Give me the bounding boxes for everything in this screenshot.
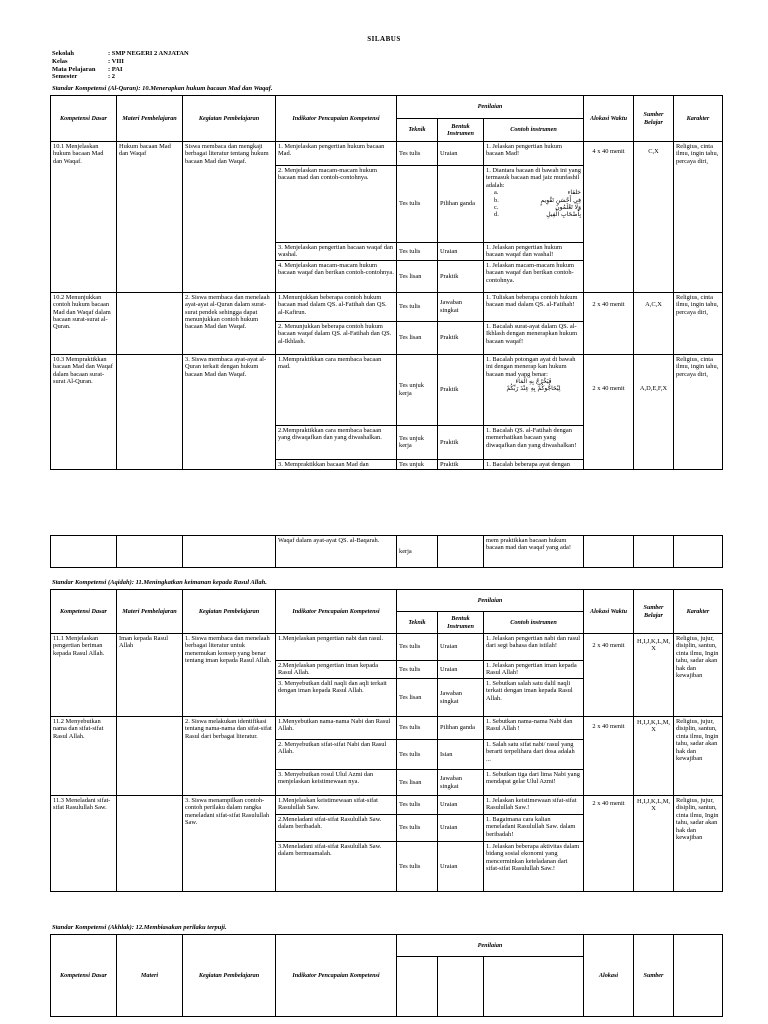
- header-contoh: Contoh instrumen: [484, 612, 584, 634]
- bentuk-cell: Pilihan ganda: [438, 717, 484, 740]
- alokasi-cell: 2 x 40 menit: [584, 354, 634, 469]
- materi-cell: Hukum bacaan Mad dan Waqaf: [117, 142, 183, 293]
- contoh-cell: 1. Jelaskan macam-macam hukum bacaan waqaf dan berikan contoh-contohnya.: [484, 260, 584, 292]
- indikator-cell: 4. Menjelaskan macam-macam hukum bacaan waqaf dan berikan contoh-contohnya.: [276, 260, 397, 292]
- document-title: SILABUS: [367, 35, 401, 43]
- meta-value: : VIII: [108, 57, 124, 65]
- teknik-cell: Tes tulis: [397, 796, 438, 815]
- standard-competency-3: Standar Kompetensi (Akhlak): 12.Membiasakan perilaku terpuji.: [52, 924, 227, 931]
- bentuk-cell: Praktik: [438, 459, 484, 469]
- materi-cell: [117, 796, 183, 892]
- question-text: 1. Diantara bacaan di bawah ini yang termasuk bacaan mad jaiz munfashil adalah:: [486, 167, 581, 189]
- contoh-cell: 1. Bacalah beberapa ayat dengan: [484, 459, 584, 469]
- indikator-cell: 1.Menyebutkan nama-nama Nabi dan Rasul Allah.: [276, 717, 397, 740]
- contoh-cell: 1. Bacalah surat-ayat dalam QS. al-Ikhlash dengan menerapkan hukum bacaan waqaf!: [484, 321, 584, 354]
- header-kd: Kompetensi Dasar: [51, 935, 117, 1017]
- bentuk-cell: Uraian: [438, 634, 484, 661]
- teknik-cell: Tes tulis: [397, 166, 438, 243]
- header-karakter: Karakter: [674, 590, 723, 634]
- header-kd: Kompetensi Dasar: [51, 96, 117, 142]
- indikator-cell: 1.Menunjukkan beberapa contoh hukum bacaan mad dalam QS. al-Fatihah dan QS. al-Kafirun.: [276, 292, 397, 321]
- teknik-cell: Tes unjuk kerja: [397, 354, 438, 425]
- bentuk-cell: Uraian: [438, 243, 484, 261]
- bentuk-cell: Uraian: [438, 842, 484, 892]
- contoh-cell: 1. Bacalah QS. al-Fatihah dengan memerhatikan bacaan yang diwaqafkan dan yang diwashalkan!: [484, 425, 584, 459]
- contoh-cell: 1. Jelaskan pengertian hukum bacaan Mad!: [484, 142, 584, 166]
- indikator-cell: 2. Menunjukkan beberapa contoh hukum bacaan waqaf dalam QS. al-Fatihah dan QS. al-Ikhlash.: [276, 321, 397, 354]
- sumber-cell: H,I,J,K,L,M, X: [634, 634, 674, 717]
- alokasi-cell: 4 x 40 menit: [584, 142, 634, 293]
- option-letter: a.: [494, 189, 499, 197]
- contoh-cell: 1. Jelaskan pengertian hukum bacaan waqaf dan washal!: [484, 243, 584, 261]
- kd-cell: 11.1 Menjelaskan pengertian beriman kepada Rasul Allah.: [51, 634, 117, 717]
- materi-cell: [117, 717, 183, 796]
- kd-cell: [51, 536, 117, 568]
- materi-cell: [117, 354, 183, 469]
- indikator-cell: 3. Menyebutkan rosul Ulul Azmi dan menjelaskan keistimewaan nya.: [276, 770, 397, 796]
- bentuk-cell: Jawaban singkat: [438, 770, 484, 796]
- indikator-cell: 1.Menjelaskan pengertian nabi dan rasul.: [276, 634, 397, 661]
- kegiatan-cell: 3. Siswa menampilkan contoh-contoh perilaku dalam rangka meneladani sifat-sifat Rasulullah Saw.: [183, 796, 276, 892]
- materi-cell: Iman kepada Rasul Allah: [117, 634, 183, 717]
- header-bentuk: [438, 957, 484, 1017]
- header-alokasi: Alokasi Waktu: [584, 590, 634, 634]
- header-kegiatan: Kegiatan Pembelajaran: [183, 590, 276, 634]
- option-b: [486, 197, 581, 204]
- school-meta: [52, 50, 189, 81]
- indikator-cell: 3. Mempraktikkan bacaan Mad dan: [276, 459, 397, 469]
- bentuk-cell: Uraian: [438, 661, 484, 679]
- teknik-cell: Tes tulis: [397, 842, 438, 892]
- header-materi: Materi: [117, 935, 183, 1017]
- standard-competency-1: Standar Kompetensi (Al-Quran): 10.Menerapkan hukum bacaan Mad dan Waqaf.: [52, 85, 273, 92]
- karakter-cell: Religius, cinta ilmu, ingin tahu, percaya diri,: [674, 354, 723, 469]
- bentuk-cell: Praktik: [438, 354, 484, 425]
- bentuk-cell: Isian: [438, 740, 484, 770]
- indikator-cell: 2. Menyebutkan sifat-sifat Nabi dan Rasul Allah.: [276, 740, 397, 770]
- meta-value: : 2: [108, 73, 116, 81]
- question-text: 1. Bacalah potongan ayat di bawah ini dengan menerap kan hukum bacaan mad yang benar:: [486, 355, 576, 378]
- indikator-cell: 3. Menyebutkan dalil naqli dan aqli terkait dengan iman kepada Rasul Allah.: [276, 679, 397, 717]
- teknik-cell: Tes unjuk: [397, 459, 438, 469]
- kd-cell: 11.2 Menyebutkan nama dan sifat-sifat Rasul Allah.: [51, 717, 117, 796]
- kegiatan-cell: 2. Siswa membaca dan menelaah ayat-ayat al-Quran dalam surat-surat pendek sehingga dapat menunjukkan contoh hukum bacaan Mad dan Waqaf.: [183, 292, 276, 354]
- header-sumber: Sumber Belajar: [634, 96, 674, 142]
- syllabus-table-1-continued: [50, 535, 723, 568]
- materi-cell: [117, 536, 183, 568]
- arabic-text: لِيُحَاجُّوكُمْ بِهِ عِنْدَ رَبِّكُمْ: [506, 385, 561, 393]
- alokasi-cell: 2 x 40 menit: [584, 292, 634, 354]
- sumber-cell: A,D,E,F,X: [634, 354, 674, 469]
- teknik-cell: Tes tulis: [397, 717, 438, 740]
- header-teknik: [397, 957, 438, 1017]
- syllabus-table-2: [50, 589, 723, 892]
- arabic-text: بِأَصْحَابِ الْفِيلِ: [546, 211, 581, 219]
- indikator-cell: 1.Mempraktikkan cara membaca bacaan mad.: [276, 354, 397, 425]
- header-indikator: Indikator Pencapaian Kompetensi: [276, 935, 397, 1017]
- header-kd: Kompetensi Dasar: [51, 590, 117, 634]
- header-penilaian: Penilaian: [397, 935, 584, 957]
- arabic-text: فِي أَحْسَنِ تَقْوِيمٍ: [540, 196, 581, 204]
- indikator-cell: 2.Meneladani sifat-sifat Rasulullah Saw. dalam beribadah.: [276, 815, 397, 842]
- sumber-cell: H,I,J,K,L,M, X: [634, 717, 674, 796]
- contoh-cell: [484, 354, 584, 425]
- teknik-cell: Tes tulis: [397, 661, 438, 679]
- syllabus-table-1: [50, 95, 723, 470]
- standard-competency-2: Standar Kompetensi (Aqidah): 11.Meningkatkan keimanan kepada Rasul Allah.: [52, 579, 267, 586]
- teknik-cell: Tes unjuk kerja: [397, 425, 438, 459]
- contoh-cell: 1. Sebutkan nama-nama Nabi dan Rasul Allah !: [484, 717, 584, 740]
- teknik-cell: Tes lisan: [397, 260, 438, 292]
- teknik-cell: Tes tulis: [397, 740, 438, 770]
- header-materi: Materi Pembelajaran: [117, 96, 183, 142]
- bentuk-cell: Pilihan ganda: [438, 166, 484, 243]
- kd-cell: 11.3 Meneladani sifat-sifat Rasulullah Saw.: [51, 796, 117, 892]
- meta-value: : PAI: [108, 65, 123, 73]
- bentuk-cell: Praktik: [438, 260, 484, 292]
- option-letter: d.: [494, 211, 499, 219]
- teknik-cell: Tes tulis: [397, 142, 438, 166]
- header-teknik: Teknik: [397, 119, 438, 142]
- bentuk-cell: Jawaban singkat: [438, 679, 484, 717]
- header-materi: Materi Pembelajaran: [117, 590, 183, 634]
- indikator-cell: Waqaf dalam ayat-ayat QS. al-Baqarah.: [276, 536, 397, 568]
- sumber-cell: H,I,J,K,L,M, X: [634, 796, 674, 892]
- sumber-cell: C,X: [634, 142, 674, 293]
- header-alokasi: Alokasi: [584, 935, 634, 1017]
- header-contoh: Contoh instrumen: [484, 119, 584, 142]
- bentuk-cell: [438, 536, 484, 568]
- contoh-cell: 1. Salah satu sifat nabi/ rasul yang berarti terpelihara dari dosa adalah ...: [484, 740, 584, 770]
- teknik-cell: Tes lisan: [397, 321, 438, 354]
- syllabus-table-3: [50, 934, 723, 1017]
- option-letter: b.: [494, 196, 499, 204]
- kd-cell: 10.2 Menunjukkan contoh hukum bacaan Mad dan Waqaf dalam bacaan surat-surat al-Quran.: [51, 292, 117, 354]
- header-sumber: Sumber: [634, 935, 674, 1017]
- teknik-cell: Tes tulis: [397, 815, 438, 842]
- meta-key: Semester: [52, 73, 78, 81]
- contoh-cell: 1. Bagaimana cara kalian meneladani Rasulullah Saw. dalam beribadah!: [484, 815, 584, 842]
- meta-value: : SMP NEGERI 2 ANJATAN: [108, 50, 189, 57]
- contoh-cell: [484, 166, 584, 243]
- kd-cell: 10.1 Menjelaskan hukum bacaan Mad dan Waqaf.: [51, 142, 117, 293]
- meta-key: Kelas: [52, 57, 68, 65]
- contoh-cell: mem praktikkan bacaan hukum bacaan mad dan waqaf yang ada!: [484, 536, 584, 568]
- bentuk-cell: Uraian: [438, 815, 484, 842]
- bentuk-cell: Praktik: [438, 321, 484, 354]
- contoh-cell: 1. Jelaskan beberapa aktivitas dalam bidang sosial ekonomi yang mencerminkan keteladanan dari sifat-sifat Rasulullah Saw.!: [484, 842, 584, 892]
- teknik-cell: kerja: [397, 536, 438, 568]
- meta-key: Mata Pelajaran: [52, 65, 96, 73]
- header-alokasi: Alokasi Waktu: [584, 96, 634, 142]
- header-bentuk: Bentuk Instrumen: [438, 119, 484, 142]
- header-karakter: Karakter: [674, 96, 723, 142]
- karakter-cell: Religius, cinta ilmu, ingin tahu, percaya diri,: [674, 142, 723, 293]
- indikator-cell: 2. Menjelaskan macam-macam hukum bacaan mad dan contoh-contohnya.: [276, 166, 397, 243]
- sumber-cell: [634, 536, 674, 568]
- header-bentuk: Bentuk Instrumen: [438, 612, 484, 634]
- header-indikator: Indikator Pencapaian Kompetensi: [276, 590, 397, 634]
- kegiatan-cell: [183, 536, 276, 568]
- header-contoh: [484, 957, 584, 1017]
- karakter-cell: Religius, jujur, disiplin, santun, cinta ilmu, Ingin tahu, sadar akan hak dan kewajiban: [674, 796, 723, 892]
- alokasi-cell: 2 x 40 menit: [584, 796, 634, 892]
- header-indikator: Indikator Pencapaian Kompetensi: [276, 96, 397, 142]
- header-penilaian: Penilaian: [397, 590, 584, 612]
- header-kegiatan: Kegiatan Pembelajaran: [183, 96, 276, 142]
- alokasi-cell: [584, 536, 634, 568]
- arabic-text: خلقاء: [567, 189, 581, 197]
- header-kegiatan: Kegiatan Pembelajaran: [183, 935, 276, 1017]
- kegiatan-cell: 3. Siswa membaca ayat-ayat al-Quran terkait dengan hukum bacaan Mad dan Waqaf.: [183, 354, 276, 469]
- option-d: [486, 211, 581, 218]
- teknik-cell: Tes lisan: [397, 770, 438, 796]
- contoh-cell: 1. Jelaskan pengertian nabi dan rasul dari segi bahasa dan istilah!: [484, 634, 584, 661]
- kegiatan-cell: 1. Siswa membaca dan menelaah berbagai literatur untuk menemukan konsep yang benar tentang iman kepada Rasul Allah.: [183, 634, 276, 717]
- kd-cell: 10.3 Mempraktikkan bacaan Mad dan Waqaf dalam bacaan surat-surat Al-Quran.: [51, 354, 117, 469]
- contoh-cell: 1. Tuliskan beberapa contoh hukum bacaan mad dalam QS. al-Fatihah!: [484, 292, 584, 321]
- option-letter: c.: [494, 204, 499, 212]
- sumber-cell: A,C,X: [634, 292, 674, 354]
- indikator-cell: 2.Menjelaskan pengertian iman kepada Rasul Allah.: [276, 661, 397, 679]
- teknik-cell: Tes tulis: [397, 292, 438, 321]
- alokasi-cell: 2 x 40 menit: [584, 717, 634, 796]
- bentuk-cell: Uraian: [438, 796, 484, 815]
- indikator-cell: 3.Meneladani sifat-sifat Rasulullah Saw. dalam bermuamalah.: [276, 842, 397, 892]
- bentuk-cell: Uraian: [438, 142, 484, 166]
- contoh-cell: 1. Jelaskan keistimewaan sifat-sifat Rasulullah Saw.!: [484, 796, 584, 815]
- kegiatan-cell: Siswa membaca dan mengkaji berbagai literatur tentang hukum bacaan Mad dan Waqaf.: [183, 142, 276, 293]
- teknik-cell: Tes tulis: [397, 243, 438, 261]
- materi-cell: [117, 292, 183, 354]
- bentuk-cell: Jawaban singkat: [438, 292, 484, 321]
- indikator-cell: 3. Menjelaskan pengertian bacaan waqaf dan washal.: [276, 243, 397, 261]
- bentuk-cell: Praktik: [438, 425, 484, 459]
- arabic-text: فَيَخْرُجُ بِهِ الْمَاءَ: [515, 378, 552, 386]
- karakter-cell: Religius, cinta ilmu, ingin tahu, percaya diri,: [674, 292, 723, 354]
- indikator-cell: 1.Menjelaskan keistimewaan sifat-sifat Rasulullah Saw.: [276, 796, 397, 815]
- kegiatan-cell: 2. Siswa melakukan identifikasi tentang nama-nama dan sifat-sifat Rasul dari berbagai literatur.: [183, 717, 276, 796]
- teknik-cell: Tes tulis: [397, 634, 438, 661]
- header-teknik: Teknik: [397, 612, 438, 634]
- header-penilaian: Penilaian: [397, 96, 584, 119]
- option-a: [486, 189, 581, 196]
- contoh-cell: 1. Sebutkan salah satu dalil naqli terkait dengan iman kepada Rasul Allah.: [484, 679, 584, 717]
- header-sumber: Sumber Belajar: [634, 590, 674, 634]
- alokasi-cell: 2 x 40 menit: [584, 634, 634, 717]
- teknik-cell: Tes lisan: [397, 679, 438, 717]
- indikator-cell: 1. Menjelaskan pengertian hukum bacaan Mad.: [276, 142, 397, 166]
- indikator-cell: 2.Mempraktikkan cara membaca bacaan yang diwaqafkan dan yang diwashalkan.: [276, 425, 397, 459]
- karakter-cell: Religius, jujur, disiplin, santun, cinta ilmu, Ingin tahu, sadar akan hak dan kewajiban: [674, 634, 723, 717]
- header-karakter: [674, 935, 723, 1017]
- arabic-text: وَلَا تَعْلَمُونَ: [555, 204, 581, 212]
- meta-key: Sekolah: [52, 50, 75, 57]
- karakter-cell: [674, 536, 723, 568]
- karakter-cell: Religius, jujur, disiplin, santun, cinta ilmu, Ingin tahu, sadar akan hak dan kewajiban: [674, 717, 723, 796]
- contoh-cell: 1. Jelaskan pengertian iman kepada Rasul Allah!: [484, 661, 584, 679]
- contoh-cell: 1. Sebutkan tiga dari lima Nabi yang mendapat gelar Ulul Azmi!: [484, 770, 584, 796]
